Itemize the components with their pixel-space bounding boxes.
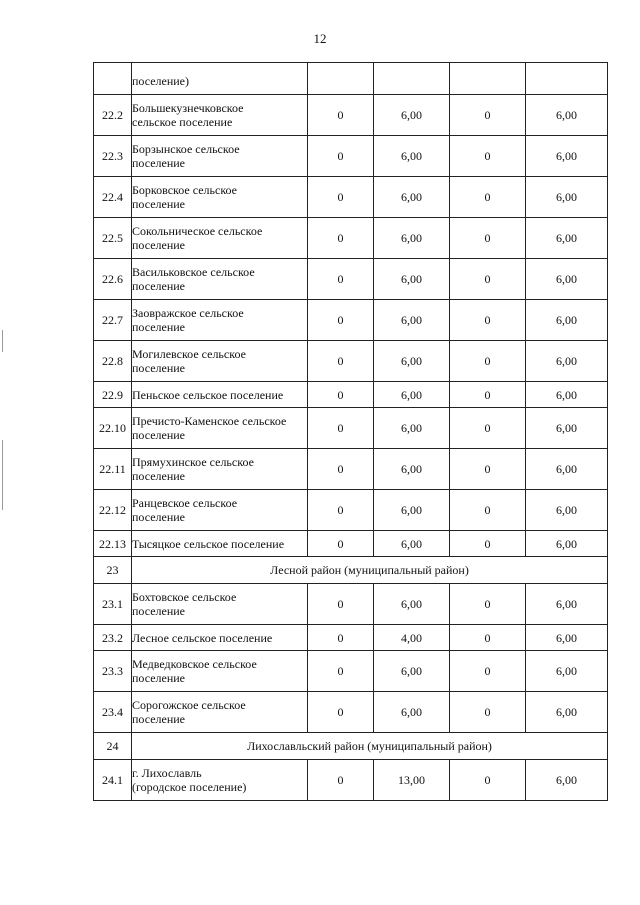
rate-value: 0: [308, 136, 374, 177]
rate-value: 13,00: [374, 760, 450, 801]
rate-value: 0: [450, 490, 526, 531]
rate-value: 0: [308, 625, 374, 651]
table-row: [94, 531, 608, 557]
rate-value: 0: [308, 300, 374, 341]
rate-value: 6,00: [374, 259, 450, 300]
row-number: 22.6: [94, 259, 132, 300]
table-row: [94, 177, 608, 218]
row-number: 22.8: [94, 341, 132, 382]
rate-value: 0: [450, 95, 526, 136]
cell-num: [94, 63, 132, 95]
row-number: 22.3: [94, 136, 132, 177]
rate-value: 6,00: [526, 490, 608, 531]
rate-value: 6,00: [374, 692, 450, 733]
cell-value: [308, 63, 374, 95]
rate-value: 0: [308, 95, 374, 136]
rate-value: 0: [450, 382, 526, 408]
rate-value: 6,00: [374, 531, 450, 557]
rate-value: 4,00: [374, 625, 450, 651]
settlement-name-line: поселение: [132, 469, 186, 483]
settlement-name-line: Пеньское сельское поселение: [132, 387, 284, 402]
rate-value: 0: [450, 449, 526, 490]
margin-mark: [2, 440, 3, 510]
settlement-name-line: Сорогожское сельское: [132, 698, 246, 712]
settlement-name: [132, 382, 308, 408]
rate-value: 6,00: [526, 408, 608, 449]
settlement-name-line: поселение: [132, 279, 186, 293]
settlement-name-line: Заовражское сельское: [132, 306, 244, 320]
margin-mark: [2, 330, 3, 352]
rate-value: 6,00: [526, 341, 608, 382]
rate-value: 6,00: [526, 651, 608, 692]
rate-value: 0: [450, 341, 526, 382]
rate-value: 6,00: [526, 625, 608, 651]
settlement-name-line: поселение: [132, 361, 186, 375]
settlement-name-line: Борзынское сельское: [132, 142, 240, 156]
rate-value: 0: [450, 136, 526, 177]
table-row: [94, 259, 608, 300]
settlement-name: [132, 584, 308, 625]
settlement-name: [132, 408, 308, 449]
rate-value: 6,00: [526, 136, 608, 177]
rate-value: 0: [308, 408, 374, 449]
settlement-name-line: Большекузнечковское: [132, 101, 244, 115]
settlement-name-line: Васильковское сельское: [132, 265, 255, 279]
rate-value: 6,00: [374, 584, 450, 625]
rate-value: 6,00: [374, 95, 450, 136]
rate-value: 0: [450, 651, 526, 692]
row-number: 22.2: [94, 95, 132, 136]
table-row: [94, 651, 608, 692]
rate-value: 0: [308, 651, 374, 692]
rate-value: 6,00: [526, 177, 608, 218]
table-row: [94, 136, 608, 177]
rate-value: 6,00: [374, 300, 450, 341]
rate-value: 6,00: [526, 382, 608, 408]
rate-value: 6,00: [374, 449, 450, 490]
section-number: 23: [94, 557, 132, 584]
settlement-name-line: Борковское сельское: [132, 183, 238, 197]
row-number: 22.13: [94, 531, 132, 557]
row-number: 23.2: [94, 625, 132, 651]
settlement-name: [132, 692, 308, 733]
settlement-name: [132, 490, 308, 531]
row-number: 22.7: [94, 300, 132, 341]
settlement-name-line: поселение: [132, 197, 186, 211]
settlement-name-line: Лесное сельское поселение: [132, 630, 273, 645]
rate-value: 0: [308, 259, 374, 300]
settlement-name: [132, 218, 308, 259]
continuation-row: [94, 63, 608, 95]
settlement-name: [132, 177, 308, 218]
rate-value: 0: [450, 584, 526, 625]
settlement-name-line: Тысяцкое сельское поселение: [132, 536, 285, 551]
settlement-name-line: поселение: [132, 238, 186, 252]
table-row: [94, 490, 608, 531]
rate-value: 6,00: [526, 218, 608, 259]
rate-value: 6,00: [374, 136, 450, 177]
settlement-name: [132, 625, 308, 651]
settlement-name-line: поселение: [132, 510, 186, 524]
table-row: [94, 218, 608, 259]
rate-value: 0: [450, 300, 526, 341]
table-row: [94, 584, 608, 625]
rate-value: 6,00: [374, 341, 450, 382]
rate-value: 6,00: [374, 218, 450, 259]
rate-value: 0: [450, 692, 526, 733]
rates-table: [93, 62, 608, 801]
settlement-name-line: г. Лихославль: [132, 766, 202, 780]
settlement-name-line: Могилевское сельское: [132, 347, 246, 361]
settlement-name-line: Сокольническое сельское: [132, 224, 263, 238]
rate-value: 0: [450, 408, 526, 449]
rate-value: 0: [450, 625, 526, 651]
rate-value: 0: [308, 218, 374, 259]
settlement-name: [132, 136, 308, 177]
settlement-name-line: поселение: [132, 428, 186, 442]
rate-value: 0: [308, 692, 374, 733]
table-row: [94, 300, 608, 341]
settlement-name: [132, 760, 308, 801]
row-number: 22.10: [94, 408, 132, 449]
settlement-name-line: поселение: [132, 712, 186, 726]
row-number: 23.1: [94, 584, 132, 625]
settlement-name: [132, 259, 308, 300]
settlement-name: [132, 531, 308, 557]
cell-name: поселение): [132, 63, 308, 95]
rate-value: 6,00: [526, 300, 608, 341]
rate-value: 6,00: [526, 259, 608, 300]
row-number: 23.3: [94, 651, 132, 692]
section-title: Лесной район (муниципальный район): [132, 557, 608, 584]
row-number: 22.11: [94, 449, 132, 490]
settlement-name: [132, 651, 308, 692]
row-number: 23.4: [94, 692, 132, 733]
settlement-name-line: поселение: [132, 671, 186, 685]
table-row: [94, 382, 608, 408]
settlement-name-line: (городское поселение): [132, 780, 247, 794]
rate-value: 0: [450, 760, 526, 801]
rate-value: 6,00: [374, 177, 450, 218]
rate-value: 0: [308, 490, 374, 531]
rate-value: 0: [450, 177, 526, 218]
rate-value: 6,00: [374, 490, 450, 531]
section-header-row: [94, 733, 608, 760]
cell-value: [526, 63, 608, 95]
rate-value: 0: [308, 382, 374, 408]
section-title: Лихославльский район (муниципальный район): [132, 733, 608, 760]
table-body: [94, 63, 608, 801]
rate-value: 0: [450, 259, 526, 300]
settlement-name-line: Бохтовское сельское: [132, 590, 237, 604]
rate-value: 0: [308, 449, 374, 490]
rate-value: 6,00: [374, 408, 450, 449]
rate-value: 6,00: [526, 584, 608, 625]
rate-value: 0: [308, 341, 374, 382]
settlement-name: [132, 449, 308, 490]
row-number: 22.4: [94, 177, 132, 218]
rate-value: 6,00: [526, 692, 608, 733]
settlement-name-line: поселение: [132, 604, 186, 618]
table-row: [94, 341, 608, 382]
settlement-name-line: Ранцевское сельское: [132, 496, 238, 510]
settlement-name: [132, 341, 308, 382]
row-number: 22.12: [94, 490, 132, 531]
rate-value: 0: [308, 177, 374, 218]
table-row: [94, 408, 608, 449]
rate-value: 6,00: [526, 531, 608, 557]
cell-value: [374, 63, 450, 95]
settlement-name: [132, 300, 308, 341]
section-header-row: [94, 557, 608, 584]
rate-value: 0: [308, 584, 374, 625]
row-number: 22.9: [94, 382, 132, 408]
table-row: [94, 449, 608, 490]
settlement-name-line: поселение: [132, 320, 186, 334]
table-row: [94, 692, 608, 733]
rate-value: 6,00: [374, 382, 450, 408]
rate-value: 6,00: [526, 449, 608, 490]
table-row: [94, 625, 608, 651]
rate-value: 6,00: [526, 760, 608, 801]
section-number: 24: [94, 733, 132, 760]
rate-value: 6,00: [526, 95, 608, 136]
table-row: [94, 760, 608, 801]
rate-value: 0: [450, 531, 526, 557]
settlement-name-line: Медведковское сельское: [132, 657, 257, 671]
row-number: 24.1: [94, 760, 132, 801]
cell-value: [450, 63, 526, 95]
settlement-name-line: Прямухинское сельское: [132, 455, 254, 469]
page-number: 12: [313, 31, 327, 46]
settlement-name-line: сельское поселение: [132, 115, 233, 129]
table-row: [94, 95, 608, 136]
rate-value: 0: [308, 531, 374, 557]
row-number: 22.5: [94, 218, 132, 259]
settlement-name-line: поселение: [132, 156, 186, 170]
rate-value: 0: [308, 760, 374, 801]
settlement-name-line: Пречисто-Каменское сельское: [132, 414, 287, 428]
settlement-name: [132, 95, 308, 136]
rate-value: 6,00: [374, 651, 450, 692]
rate-value: 0: [450, 218, 526, 259]
